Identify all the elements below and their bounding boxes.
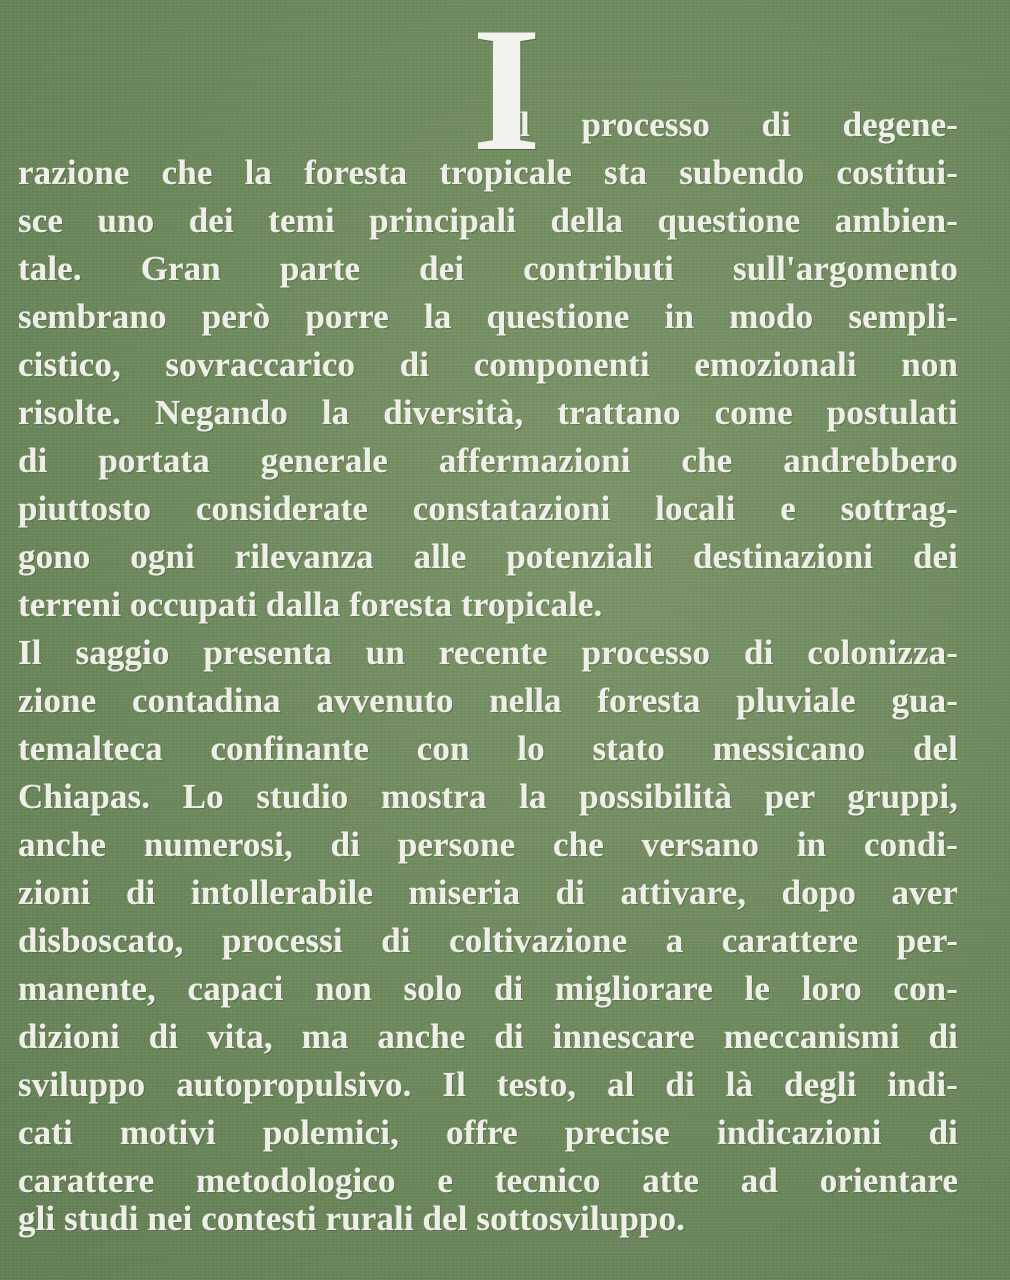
drop-cap-letter: I — [472, 0, 542, 188]
text-line: Chiapas. Lo studio mostra la possibilità per gruppi, — [18, 777, 958, 816]
text-line: di portata generale affermazioni che andrebbero — [18, 441, 958, 480]
text-line: risolte. Negando la diversità, trattano come postulati — [18, 393, 958, 432]
text-line: carattere metodologico e tecnico atte ad orientare — [18, 1161, 958, 1200]
text-line: cistico, sovraccarico di componenti emozionali non — [18, 345, 958, 384]
text-line: gli studi nei contesti rurali del sottosviluppo. — [18, 1199, 685, 1238]
text-line: temalteca confinante con lo stato messicano del — [18, 729, 958, 768]
text-line: piuttosto considerate constatazioni locali e sottrag- — [18, 489, 958, 528]
text-line: terreni occupati dalla foresta tropicale. — [18, 585, 603, 624]
text-line: tale. Gran parte dei contributi sull'argomento — [18, 249, 958, 288]
text-line: anche numerosi, di persone che versano in condi- — [18, 825, 958, 864]
text-line: l processo di degene- — [520, 105, 958, 144]
text-line: gono ogni rilevanza alle potenziali destinazioni dei — [18, 537, 958, 576]
text-line: disboscato, processi di coltivazione a carattere per- — [18, 921, 958, 960]
text-line: sviluppo autopropulsivo. Il testo, al di là degli indi- — [18, 1065, 958, 1104]
text-line: zione contadina avvenuto nella foresta pluviale gua- — [18, 681, 958, 720]
text-line: dizioni di vita, ma anche di innescare meccanismi di — [18, 1017, 958, 1056]
text-line: cati motivi polemici, offre precise indicazioni di — [18, 1113, 958, 1152]
text-line: manente, capaci non solo di migliorare le loro con- — [18, 969, 958, 1008]
text-line: sembrano però porre la questione in modo sempli- — [18, 297, 958, 336]
text-line: Il saggio presenta un recente processo di colonizza- — [18, 633, 958, 672]
text-line: razione che la foresta tropicale sta subendo costitui- — [18, 153, 958, 192]
text-line: zioni di intollerabile miseria di attivare, dopo aver — [18, 873, 958, 912]
text-line: sce uno dei temi principali della questione ambien- — [18, 201, 958, 240]
